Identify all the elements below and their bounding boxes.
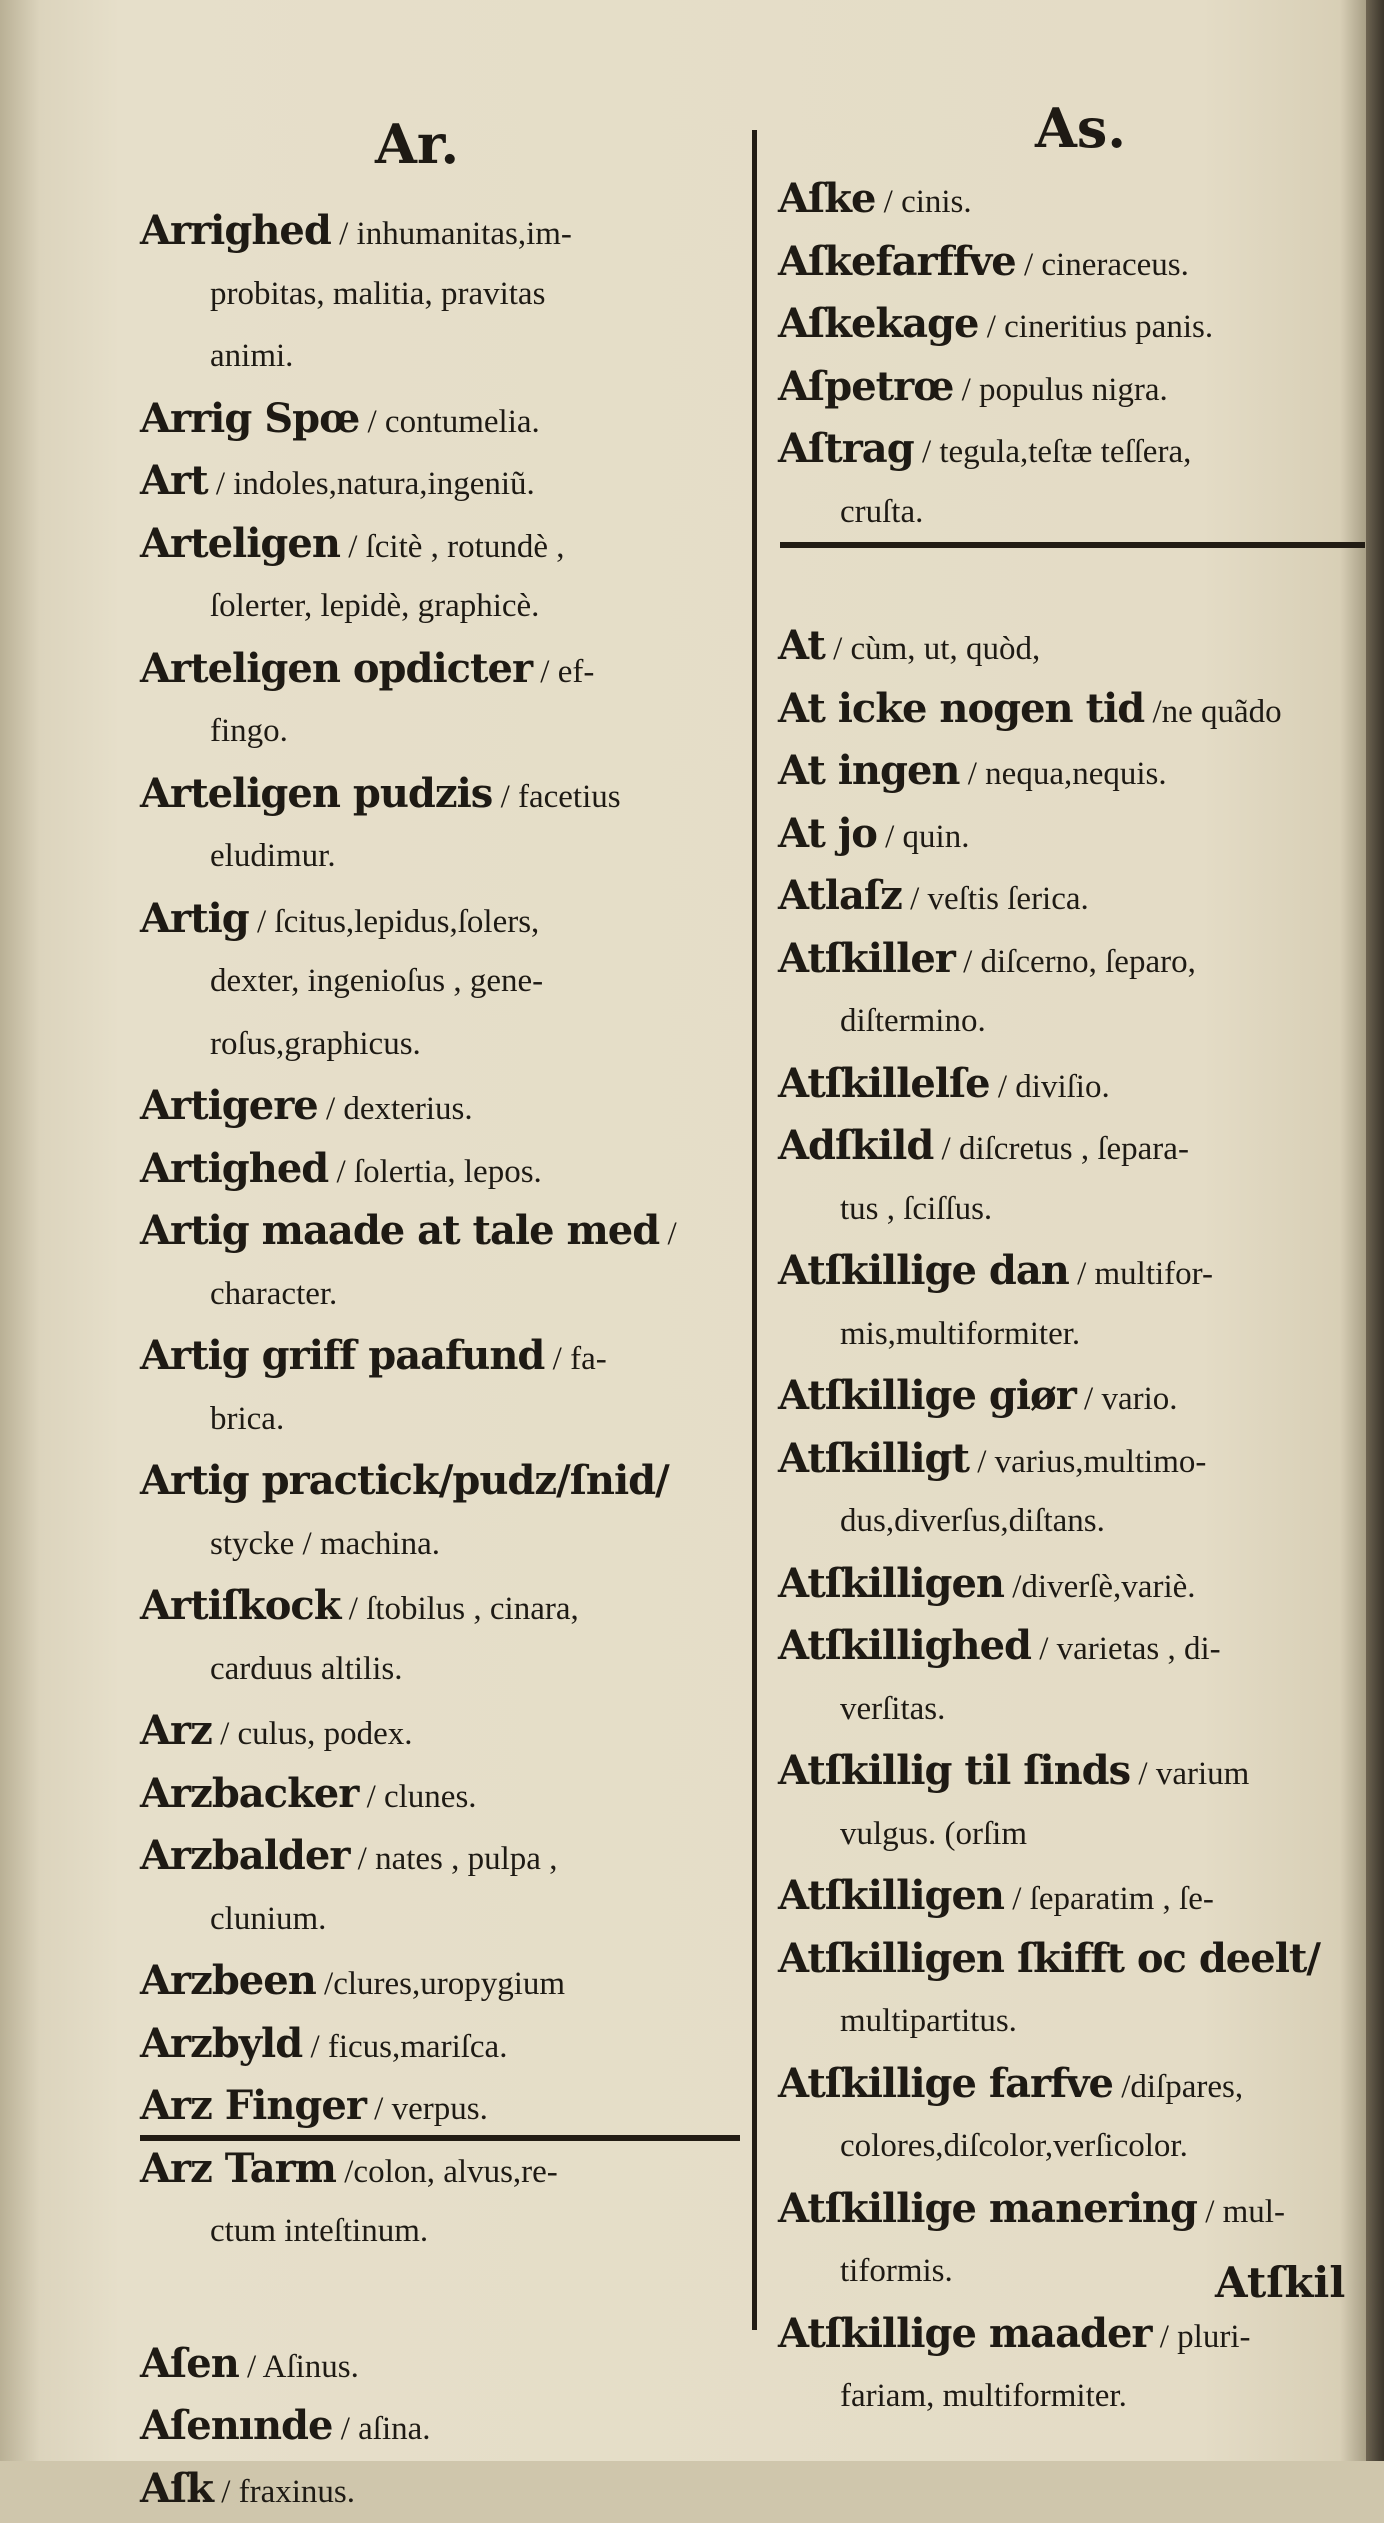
entry-definition: / dexterius. <box>317 1091 473 1127</box>
entry-headword: Arteligen <box>140 519 340 567</box>
entry-continuation: dus,diverſus,diſtans. <box>840 1503 1105 1539</box>
dictionary-entry <box>778 293 1213 358</box>
entry-headword: Aſk <box>140 2464 213 2512</box>
column-divider <box>752 130 757 2330</box>
entry-definition: / multifor- <box>1068 1256 1213 1292</box>
entry-headword: Atſkillige giør <box>778 1372 1076 1419</box>
entry-headword: At <box>778 622 825 669</box>
entry-headword: Arz <box>140 1707 212 1754</box>
entry-continuation: verſitas. <box>840 1690 946 1727</box>
entry-continuation: multipartitus. <box>840 2003 1017 2039</box>
entry-continuation: colores,diſcolor,verſicolor. <box>840 2128 1188 2164</box>
entry-headword: Atlaſz <box>778 872 902 919</box>
dictionary-entry <box>778 168 972 233</box>
entry-definition: /ne quãdo <box>1144 693 1282 730</box>
entry-headword: Arteligen pudzis <box>140 769 493 817</box>
dictionary-entry <box>778 803 969 868</box>
dictionary-entry <box>778 1428 1206 1493</box>
dictionary-entry <box>140 1825 557 1890</box>
dictionary-entry <box>778 418 1191 483</box>
entry-definition: / quin. <box>876 818 970 855</box>
dictionary-entry <box>140 1075 473 1140</box>
entry-headword: Artig griff paafund <box>140 1332 545 1379</box>
dictionary-entry <box>140 2138 558 2203</box>
entry-continuation: dexter, ingenioſus , gene- <box>210 963 544 999</box>
dictionary-entry <box>140 2075 488 2140</box>
entry-definition: / verpus. <box>365 2091 488 2127</box>
dictionary-entry <box>140 2333 359 2398</box>
catchword: Atſkil <box>1215 2258 1346 2307</box>
entry-definition: / diviſio. <box>989 1068 1110 1105</box>
dictionary-entry <box>140 2013 507 2078</box>
dictionary-entry <box>778 2053 1243 2118</box>
entry-continuation: character. <box>210 1275 338 1312</box>
dictionary-entry <box>140 1763 477 1828</box>
entry-headword: Arzbeen <box>140 1957 316 2004</box>
dictionary-entry <box>778 1865 1214 1930</box>
entry-definition: / ſcitus,lepidus,ſolers, <box>248 903 540 940</box>
dictionary-entry <box>140 2395 431 2460</box>
dictionary-entry <box>778 231 1189 296</box>
entry-definition: / contumelia. <box>359 403 540 440</box>
entry-definition: / nequa,nequis. <box>959 756 1167 792</box>
dictionary-entry <box>140 513 564 578</box>
entry-definition: / ſcitè , rotundè , <box>339 528 565 565</box>
entry-headword: Atſkilligt <box>778 1434 969 1482</box>
entry-headword: Atſkillige dan <box>778 1247 1069 1294</box>
entry-definition: / diſcretus , ſepara- <box>933 1131 1189 1167</box>
dictionary-entry <box>778 1928 1320 1993</box>
dictionary-entry <box>778 356 1168 421</box>
entry-continuation: fingo. <box>210 713 288 749</box>
entry-definition: / mul- <box>1196 2193 1285 2230</box>
entry-definition: / ſtobilus , cinara, <box>340 1591 579 1627</box>
entry-headword: Arzbalder <box>140 1832 350 1879</box>
entry-definition: / diſcerno, ſeparo, <box>954 943 1196 980</box>
dictionary-entry <box>140 1138 542 1203</box>
dictionary-entry <box>778 1365 1178 1430</box>
entry-definition: / cineritius panis. <box>978 309 1214 345</box>
dictionary-entry <box>140 2458 355 2523</box>
entry-headword: Atſkilligen <box>778 1559 1005 1607</box>
entry-headword: Artigere <box>140 1082 318 1129</box>
entry-headword: Aſtrag <box>778 425 914 472</box>
entry-headword: Arzbacker <box>140 1769 359 1817</box>
dictionary-entry <box>140 638 594 703</box>
entry-definition: / facetius <box>492 778 621 815</box>
entry-definition: / Aſinus. <box>238 2348 359 2385</box>
entry-headword: Artig practick/pudz/ſnid/ <box>140 1457 669 1504</box>
entry-definition: / cùm, ut, quòd, <box>824 631 1041 667</box>
entry-definition: / fraxinus. <box>212 2473 356 2510</box>
entry-definition: / varius,multimo- <box>968 1443 1207 1480</box>
entry-headword: Art <box>140 457 208 504</box>
entry-headword: At icke nogen tid <box>778 684 1145 732</box>
entry-continuation: clunium. <box>210 1900 327 1937</box>
dictionary-entry <box>778 1115 1189 1180</box>
entry-continuation: cruſta. <box>840 493 924 530</box>
entry-definition: / cineraceus. <box>1015 246 1189 283</box>
entry-headword: Aſke <box>778 175 876 222</box>
entry-headword: Atſkillig til ſinds <box>778 1747 1131 1794</box>
entry-headword: Aſen <box>140 2339 239 2387</box>
entry-definition: / indoles,natura,ingeniũ. <box>207 466 535 502</box>
entry-definition: / veſtis ſerica. <box>901 881 1089 917</box>
entry-headword: Artighed <box>140 1144 329 1192</box>
entry-continuation: stycke / machina. <box>210 1525 441 1562</box>
entry-definition: / ficus,mariſca. <box>302 2028 508 2065</box>
entry-headword: At jo <box>778 809 877 857</box>
entry-headword: Atſkillige farfve <box>778 2059 1113 2107</box>
dictionary-entry <box>140 763 621 828</box>
entry-continuation: tus , ſciſſus. <box>840 1190 993 1227</box>
dictionary-entry <box>778 865 1089 930</box>
section-rule-left <box>140 2135 740 2141</box>
entry-headword: Arz Finger <box>140 2082 366 2129</box>
entry-headword: Atſkillige maader <box>778 2309 1152 2357</box>
dictionary-entry <box>140 1200 677 1265</box>
entry-definition: / tegula,teſtæ teſſera, <box>913 434 1192 470</box>
entry-definition: / pluri- <box>1151 2318 1251 2355</box>
entry-definition: / varietas , di- <box>1030 1631 1221 1667</box>
entry-continuation: probitas, malitia, pravitas <box>210 275 546 312</box>
entry-continuation: tiformis. <box>840 2253 953 2289</box>
entry-definition: / fa- <box>544 1341 607 1377</box>
entry-headword: Atſkillelſe <box>778 1059 990 1107</box>
entry-definition: / cinis. <box>875 184 972 220</box>
dictionary-entry <box>778 615 1040 680</box>
entry-definition: / varium <box>1130 1756 1250 1792</box>
entry-headword: Arz Tarm <box>140 2144 337 2192</box>
entry-definition: / aſina. <box>332 2411 431 2447</box>
entry-continuation: animi. <box>210 338 294 374</box>
entry-headword: Atſkiller <box>778 934 955 982</box>
entry-headword: Aſkekage <box>778 300 979 347</box>
dictionary-entry <box>140 200 572 265</box>
entry-definition: /colon, alvus,re- <box>336 2153 558 2190</box>
dictionary-entry <box>140 888 539 953</box>
entry-headword: Arrig Spœ <box>140 394 360 442</box>
entry-definition: /clures,uropygium <box>315 1966 566 2002</box>
entry-headword: Atſkilligen ſkifft oc deelt/ <box>778 1934 1320 1982</box>
dictionary-entry <box>778 740 1167 805</box>
entry-headword: Arzbyld <box>140 2019 303 2067</box>
dictionary-entry <box>778 678 1282 743</box>
entry-continuation: eludimur. <box>210 838 336 874</box>
right-column-header: As. <box>1035 96 1127 160</box>
entry-continuation: fariam, multiformiter. <box>840 2378 1127 2414</box>
entry-continuation: ctum inteſtinum. <box>210 2213 429 2249</box>
dictionary-entry <box>140 450 535 515</box>
entry-definition: / clunes. <box>358 1778 477 1815</box>
entry-headword: Artig <box>140 894 249 942</box>
entry-definition: / inhumanitas,im- <box>330 216 572 252</box>
entry-definition: / nates , pulpa , <box>349 1841 558 1877</box>
entry-definition: /diverſè,variè. <box>1004 1568 1196 1605</box>
dictionary-entry <box>140 1950 565 2015</box>
entry-headword: Arrighed <box>140 207 331 254</box>
entry-definition: / ſeparatim , ſe- <box>1004 1881 1214 1917</box>
entry-headword: Atſkillighed <box>778 1622 1031 1669</box>
entry-headword: Aſkefarffve <box>778 237 1016 285</box>
entry-headword: Artig maade at tale med <box>140 1207 660 1254</box>
dictionary-entry <box>778 928 1196 993</box>
dictionary-entry <box>778 1553 1196 1618</box>
book-spine <box>1366 0 1384 2461</box>
entry-definition: / populus nigra. <box>953 371 1168 408</box>
dictionary-entry <box>140 1700 413 1765</box>
dictionary-entry <box>140 1325 607 1390</box>
dictionary-entry <box>778 2178 1285 2243</box>
entry-headword: Aſenınde <box>140 2402 333 2449</box>
entry-continuation: carduus altilis. <box>210 1650 403 1687</box>
entry-definition: / ſolertia, lepos. <box>328 1153 542 1190</box>
dictionary-entry <box>778 2303 1251 2368</box>
dictionary-entry <box>778 1053 1110 1118</box>
entry-headword: Arteligen opdicter <box>140 644 533 692</box>
entry-headword: Atſkilligen <box>778 1872 1005 1919</box>
entry-continuation: ſolerter, lepidè, graphicè. <box>210 588 540 624</box>
dictionary-entry <box>778 1615 1221 1680</box>
entry-headword: Artiſkock <box>140 1582 341 1629</box>
entry-definition: / ef- <box>532 653 595 690</box>
entry-definition: / <box>659 1216 677 1252</box>
dictionary-entry <box>778 1240 1213 1305</box>
entry-continuation: brica. <box>210 1400 285 1437</box>
entry-continuation: roſus,graphicus. <box>210 1025 421 1062</box>
dictionary-entry <box>140 388 540 453</box>
entry-continuation: mis,multiformiter. <box>840 1315 1081 1352</box>
entry-headword: Atſkillige manering <box>778 2184 1197 2232</box>
entry-headword: Adſkild <box>778 1122 934 1169</box>
dictionary-entry <box>140 1450 669 1515</box>
section-rule-right <box>780 542 1365 548</box>
entry-definition: /diſpares, <box>1112 2068 1244 2105</box>
entry-definition: / vario. <box>1075 1381 1178 1417</box>
entry-definition: / culus, podex. <box>211 1716 413 1752</box>
dictionary-entry <box>140 1575 579 1640</box>
entry-continuation: diſtermino. <box>840 1003 986 1039</box>
entry-headword: At ingen <box>778 747 960 794</box>
entry-continuation: vulgus. (orſim <box>840 1815 1027 1852</box>
entry-headword: Aſpetrœ <box>778 362 954 410</box>
left-column-header: Ar. <box>375 112 460 176</box>
dictionary-entry <box>778 1740 1249 1805</box>
